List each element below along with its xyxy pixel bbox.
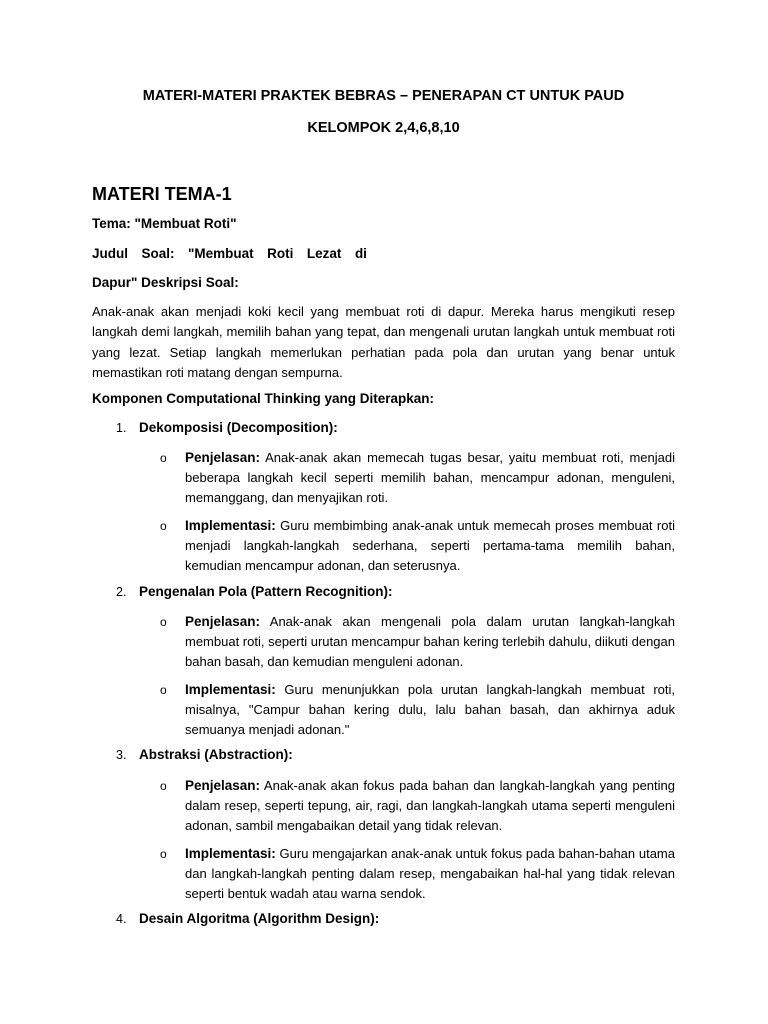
tema-line: Tema: "Membuat Roti" — [92, 216, 237, 231]
bullet-marker: o — [160, 519, 167, 533]
list-number: 4. — [116, 912, 127, 926]
component-title: Desain Algoritma (Algorithm Design): — [139, 911, 380, 926]
sub-item-body: Guru membimbing anak-anak untuk memecah proses membuat roti menjadi langkah-langkah sederhana, seperti pertama-tama memilih bahan, kemudian mencampur adonan, dan seterusnya. — [185, 518, 675, 573]
judul-line — [92, 246, 367, 261]
sub-item-body: Guru menunjukkan pola urutan langkah-langkah membuat roti, misalnya, "Campur bahan kering dulu, lalu bahan basah, dan akhirnya aduk semuanya menjadi adonan." — [185, 682, 675, 737]
component-heading-1 — [116, 420, 338, 435]
sub-item-text — [185, 776, 675, 836]
sub-item-body: Anak-anak akan mengenali pola dalam urutan langkah-langkah membuat roti, seperti urutan mencampur bahan kering terlebih dahulu, diikuti dengan bahan basah, dan kemudian menguleni adonan. — [185, 614, 675, 669]
bullet-marker: o — [160, 683, 167, 697]
judul-word: Lezat — [306, 246, 342, 261]
sub-item-text — [185, 680, 675, 740]
component-title: Pengenalan Pola (Pattern Recognition): — [139, 584, 393, 599]
component-heading-2 — [116, 584, 393, 599]
component-title: Dekomposisi (Decomposition): — [139, 420, 338, 435]
sub-item-lead: Penjelasan: — [185, 450, 261, 465]
section-heading: MATERI TEMA-1 — [92, 184, 232, 204]
judul-word: di — [354, 246, 367, 261]
bullet-marker: o — [160, 451, 167, 465]
komponen-heading: Komponen Computational Thinking yang Diterapkan: — [92, 391, 435, 406]
sub-item-text — [185, 516, 675, 576]
sub-item-lead: Implementasi: — [185, 518, 276, 533]
list-number: 3. — [116, 748, 127, 762]
component-heading-4 — [116, 911, 379, 926]
sub-item-text — [185, 448, 675, 508]
document-title: MATERI-MATERI PRAKTEK BEBRAS – PENERAPAN CT UNTUK PAUD — [142, 88, 625, 104]
sub-item-lead: Penjelasan: — [185, 614, 261, 629]
sub-item-text — [185, 844, 675, 904]
component-title: Abstraksi (Abstraction): — [139, 747, 293, 762]
list-number: 1. — [116, 421, 127, 435]
sub-item-lead: Penjelasan: — [185, 778, 261, 793]
sub-item-body: Guru mengajarkan anak-anak untuk fokus pada bahan-bahan utama dan langkah-langkah penting dalam resep, mengabaikan hal-hal yang tidak relevan seperti bentuk wadah atau warna sendok. — [185, 846, 675, 901]
sub-item-text — [185, 612, 675, 672]
sub-item-body: Anak-anak akan fokus pada bahan dan langkah-langkah yang penting dalam resep, seperti tepung, air, ragi, dan langkah-langkah utama seperti menguleni adonan, sambil mengabaikan detail yang tidak relevan. — [185, 778, 675, 833]
bullet-marker: o — [160, 847, 167, 861]
judul-word: Soal: — [141, 246, 175, 261]
bullet-marker: o — [160, 615, 167, 629]
sub-item-lead: Implementasi: — [185, 682, 276, 697]
component-heading-3 — [116, 747, 293, 762]
judul-word: "Membuat — [188, 246, 254, 261]
judul-word: Roti — [267, 246, 294, 261]
description-paragraph: Anak-anak akan menjadi koki kecil yang membuat roti di dapur. Mereka harus mengikuti resep langkah demi langkah, memilih bahan yang tepat, dan mengenali urutan langkah untuk membuat roti yang lezat. Setiap langkah memerlukan perhatian pada pola dan urutan yang benar untuk memastikan roti matang dengan sempurna. — [92, 304, 675, 380]
dapur-deskripsi-line: Dapur" Deskripsi Soal: — [92, 275, 239, 290]
bullet-marker: o — [160, 779, 167, 793]
document-subtitle: KELOMPOK 2,4,6,8,10 — [307, 120, 460, 136]
sub-item-lead: Implementasi: — [185, 846, 276, 861]
sub-item-body: Anak-anak akan memecah tugas besar, yaitu membuat roti, menjadi beberapa langkah kecil seperti memilih bahan, mencampur adonan, menguleni, memanggang, dan menyajikan roti. — [185, 450, 676, 505]
list-number: 2. — [116, 585, 127, 599]
judul-word: Judul — [92, 246, 128, 261]
